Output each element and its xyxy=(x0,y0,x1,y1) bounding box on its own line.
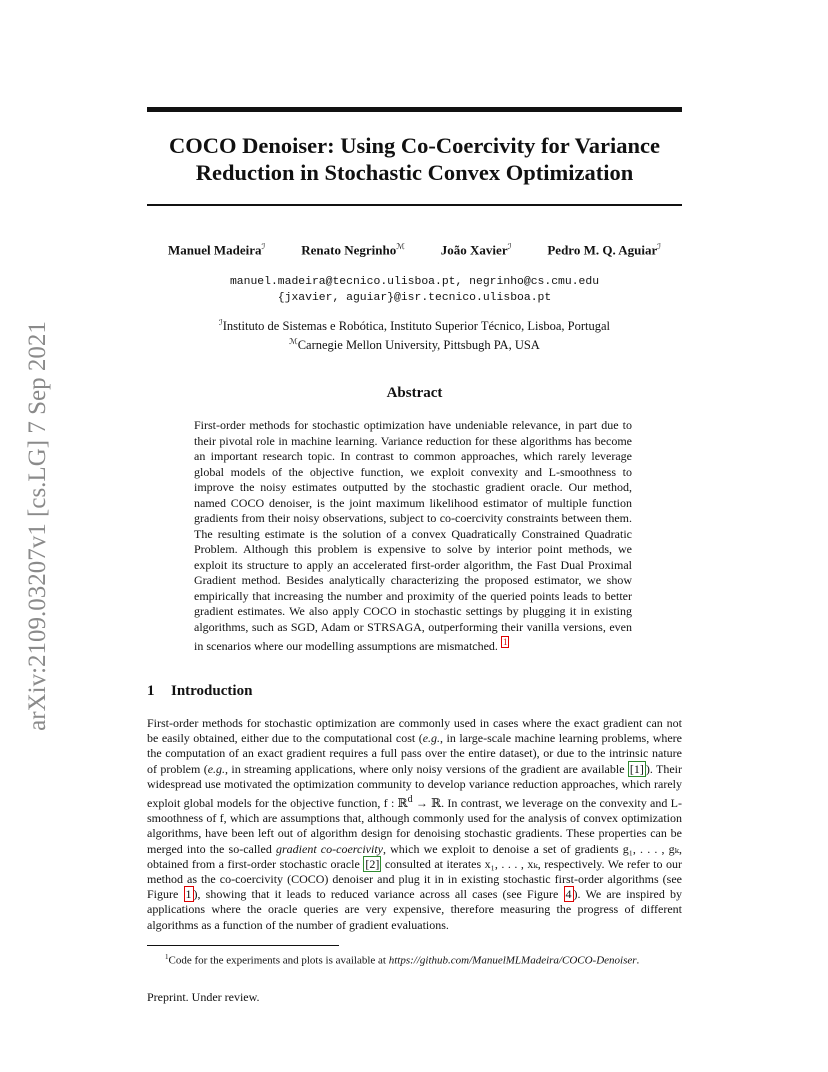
abstract-heading: Abstract xyxy=(386,385,443,401)
citation-link[interactable]: [2] xyxy=(365,856,380,871)
abstract-text: First-order methods for stochastic optimization have undeniable relevance, in part due to their pivotal role in machine learning. Variance reduction for these algorithms has become an important research topic. In contrast to common approaches, which rarely leverage global models of the objective function, we exploit convexity and L-smoothness to improve the noisy estimates outputted by the stochastic gradient oracle. Our method, named COCO denoiser, is the joint maximum likelihood estimator of multiple function gradients from their noisy observations, subject to co-coercivity constraints between them. The resulting estimate is the solution of a convex Quadratically Constrained Quadratic Problem. Although this problem is expensive to solve by interior point methods, we exploit its structure to apply an accelerated first-order algorithm, the Fast Dual Proximal Gradient method. Besides analytically characterizing the proposed estimator, we show empirically that increasing the number and proximity of the queried points leads to better gradient estimates. We also apply COCO in stochastic settings by plugging it in existing algorithms, such as SGD, Adam or STRSAGA, outperforming their vanilla versions, even in scenarios where our modelling assumptions are mismatched. $^1$ xyxy=(194,418,632,653)
email-line: {jxavier, aguiar}@isr.tecnico.ulisboa.pt xyxy=(277,292,552,304)
paper-title: COCO Denoiser: Using Co-Coercivity for Variance Reduction in Stochastic Convex Optimization xyxy=(169,133,660,185)
footnote: $^1$Code for the experiments and plots is available at https://github.com/ManuelMLMadeira/COCO-Denoiser. xyxy=(165,953,640,967)
figure-link[interactable]: 4 xyxy=(565,887,572,902)
author: João Xavier$^ℐ$ xyxy=(440,242,512,258)
author-emails xyxy=(147,274,682,306)
email-line: manuel.madeira@tecnico.ulisboa.pt, negrinho@cs.cmu.edu xyxy=(229,276,600,288)
author: Manuel Madeira$^ℐ$ xyxy=(167,242,266,258)
title-top-rule xyxy=(147,107,682,112)
affiliation-line: $^ℐ$Instituto de Sistemas e Robótica, Instituto Superior Técnico, Lisboa, Portugal xyxy=(219,318,610,334)
author: Renato Negrinho$^ℳ$ xyxy=(301,242,405,258)
footnote-link[interactable]: 1 xyxy=(502,637,508,647)
preprint-note: Preprint. Under review. xyxy=(147,990,260,1004)
affiliations xyxy=(147,315,682,353)
section-heading: 1 Introduction xyxy=(147,683,253,699)
title-bottom-rule xyxy=(147,204,682,206)
author: Pedro M. Q. Aguiar$^ℐ$ xyxy=(547,242,662,258)
code-url-link[interactable]: https://github.com/ManuelMLMadeira/COCO-Denoiser xyxy=(388,954,637,967)
arxiv-stamp: arXiv:2109.03207v1 [cs.LG] 7 Sep 2021 xyxy=(24,321,51,731)
affiliation-line: $^ℳ$Carnegie Mellon University, Pittsbugh PA, USA xyxy=(289,337,540,353)
author-list xyxy=(147,242,682,258)
footnote-rule xyxy=(147,945,339,946)
citation-link[interactable]: [1] xyxy=(629,761,644,776)
introduction-paragraph: First-order methods for stochastic optimization are commonly used in cases where the exact gradient can not be easily obtained, either due to the computational cost (e.g., in large-scale machine learning problems, where the computation of an exact gradient requires a full pass over the entire dataset), or due to the intrinsic nature of problem (e.g., in streaming applications, where only noisy versions of the gradient are available [1] ). Their widespread use motivated the optimization community to develop variance reduction approaches, which rarely exploit global models for the objective function, f : ℝ$^d$ → ℝ. In contrast, we leverage on the convexity and L-smoothness of f, which are assumptions that, although commonly used for the analysis of convex optimization algorithms, have been left out of algorithm design for denoising stochastic gradients. These properties can be merged into the so-called gradient co-coercivity, which we exploit to denoise a set of gradients g₁, . . . , gₖ, obtained from a first-order stochastic oracle [2] consulted at iterates x₁, . . . , xₖ, respectively. We refer to our method as the co-coercivity (COCO) denoiser and plug it in in existing stochastic first-order algorithms (see Figure 1 ), showing that it leads to reduced variance across all cases (see Figure 4 ). We are inspired by applications where the oracle queries are very expensive, therefore measuring the progress of different algorithms as a function of the number of gradient evaluations. xyxy=(147,716,683,932)
figure-link[interactable]: 1 xyxy=(185,887,192,902)
